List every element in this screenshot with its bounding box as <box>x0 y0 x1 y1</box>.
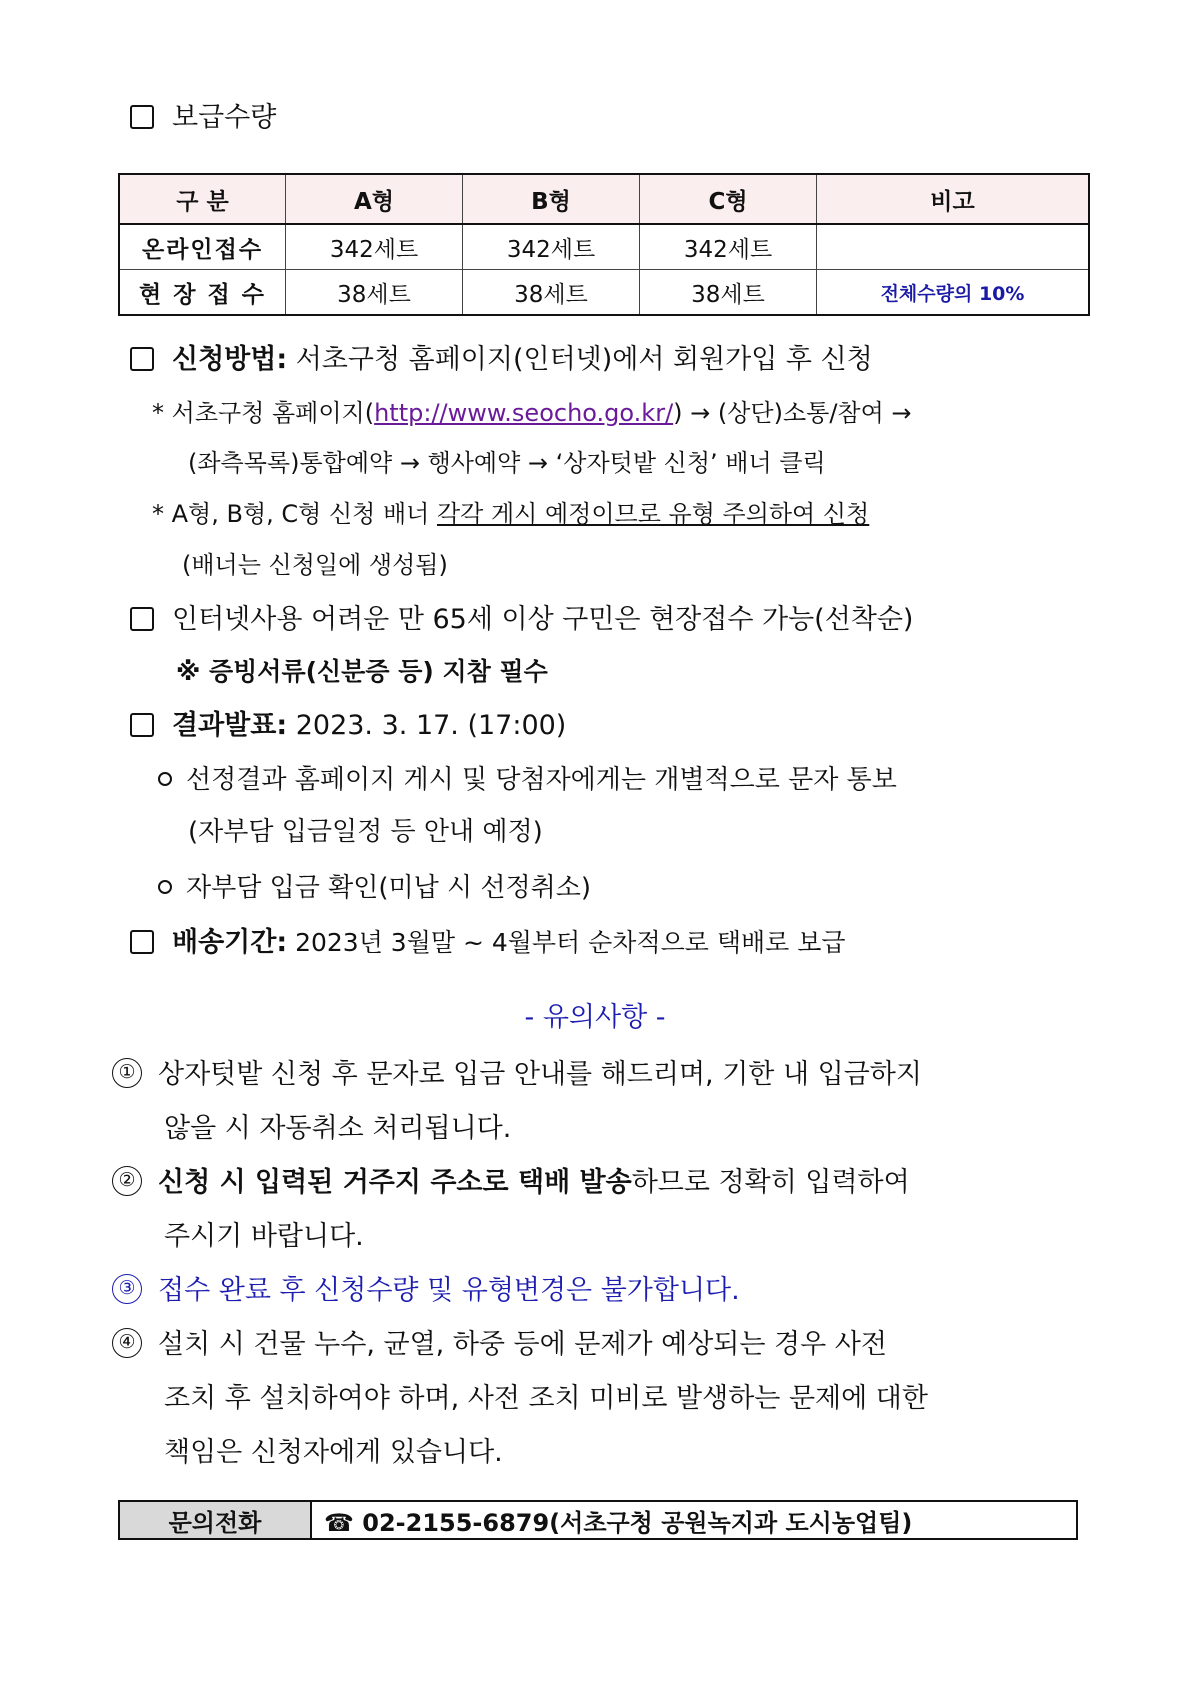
contact-box <box>118 1500 1078 1540</box>
table-cell: 38세트 <box>463 270 640 316</box>
delivery-label: 배송기간: <box>172 927 288 958</box>
table-cell: 342세트 <box>640 224 817 270</box>
table-header-row <box>119 174 1089 224</box>
apply-note-1-line2: (좌측목록)통합예약 → 행사예약 → ‘상자텃밭 신청’ 배너 클릭 <box>188 449 826 477</box>
onsite-text: 인터넷사용 어려운 만 65세 이상 구민은 현장접수 가능(선착순) <box>172 604 914 635</box>
caution-4-line1: 설치 시 건물 누수, 균열, 하중 등에 문제가 예상되는 경우 사전 <box>158 1329 887 1360</box>
table-row <box>119 224 1089 270</box>
result-line <box>130 708 566 744</box>
apply-note-1 <box>152 396 912 430</box>
apply-note-2-line2: (배너는 신청일에 생성됨) <box>182 551 448 579</box>
caution-item-4 <box>112 1318 1082 1372</box>
onsite-line <box>130 602 913 638</box>
contact-label: 문의전화 <box>120 1502 312 1538</box>
table-cell <box>817 224 1090 270</box>
contact-phone: ☎ 02-2155-6879(서초구청 공원녹지과 도시농업팀) <box>324 1508 913 1537</box>
caution-2-bold: 신청 시 입력된 거주지 주소로 택배 발송 <box>158 1167 632 1198</box>
caution-number: ① <box>112 1058 142 1088</box>
table-cell: 38세트 <box>640 270 817 316</box>
caution-4-line2: 조치 후 설치하여야 하며, 사전 조치 미비로 발생하는 문제에 대한 <box>164 1383 928 1414</box>
caution-2-rest: 하므로 정확히 입력하여 <box>631 1167 910 1198</box>
result-text: 2023. 3. 17. (17:00) <box>287 710 567 741</box>
apply-note-2 <box>152 497 869 531</box>
caution-number: ③ <box>112 1274 142 1304</box>
result-item-2-text: 자부담 입금 확인(미납 시 선정취소) <box>186 873 591 903</box>
caution-list <box>112 1048 1082 1480</box>
apply-text: 서초구청 홈페이지(인터넷)에서 회원가입 후 신청 <box>287 344 873 375</box>
table-header: C형 <box>640 174 817 224</box>
table-row-label: 현 장 접 수 <box>119 270 286 316</box>
caution-4-line3: 책임은 신청자에게 있습니다. <box>164 1437 503 1468</box>
caution-number: ④ <box>112 1328 142 1358</box>
apply-label: 신청방법: <box>172 344 288 375</box>
apply-method-line <box>130 342 873 378</box>
table-cell-note: 전체수량의 10% <box>817 270 1090 316</box>
seocho-homepage-link[interactable]: http://www.seocho.go.kr/ <box>374 399 674 427</box>
caution-1-line1: 상자텃밭 신청 후 문자로 입금 안내를 해드리며, 기한 내 입금하지 <box>158 1059 922 1090</box>
apply-note-2-underline: 각각 게시 예정이므로 유형 주의하여 신청 <box>436 500 870 528</box>
caution-item-2 <box>112 1156 1082 1210</box>
checkbox-icon <box>130 105 154 129</box>
table-header: A형 <box>286 174 463 224</box>
result-label: 결과발표: <box>172 710 288 741</box>
checkbox-icon <box>130 713 154 737</box>
result-item-2 <box>158 871 591 905</box>
table-cell: 342세트 <box>286 224 463 270</box>
table-header: B형 <box>463 174 640 224</box>
supply-table <box>118 173 1090 316</box>
result-item-1-line2: (자부담 입금일정 등 안내 예정) <box>188 817 543 847</box>
apply-note-2-prefix: * A형, B형, C형 신청 배너 <box>152 500 437 528</box>
result-item-1 <box>158 763 897 797</box>
table-header: 비고 <box>817 174 1090 224</box>
caution-item-1 <box>112 1048 1082 1102</box>
table-row-label: 온라인접수 <box>119 224 286 270</box>
checkbox-icon <box>130 930 154 954</box>
bullet-circle-icon <box>158 772 172 786</box>
delivery-line <box>130 925 846 961</box>
table-row <box>119 270 1089 316</box>
caution-1-line2: 않을 시 자동취소 처리됩니다. <box>164 1113 512 1144</box>
table-header: 구 분 <box>119 174 286 224</box>
table-cell: 342세트 <box>463 224 640 270</box>
onsite-note: ※ 증빙서류(신분증 등) 지참 필수 <box>176 657 548 686</box>
table-cell: 38세트 <box>286 270 463 316</box>
supply-heading: 보급수량 <box>172 102 277 133</box>
delivery-text: 2023년 3월말 ~ 4월부터 순차적으로 택배로 보급 <box>287 928 846 957</box>
caution-number: ② <box>112 1166 142 1196</box>
caution-item-3 <box>112 1264 1082 1318</box>
checkbox-icon <box>130 607 154 631</box>
apply-note-1-suffix: ) → (상단)소통/참여 → <box>673 399 912 427</box>
bullet-circle-icon <box>158 880 172 894</box>
result-item-1-text: 선정결과 홈페이지 게시 및 당첨자에게는 개별적으로 문자 통보 <box>186 765 897 795</box>
apply-note-1-prefix: * 서초구청 홈페이지( <box>152 399 375 427</box>
caution-2-line2: 주시기 바랍니다. <box>164 1221 364 1252</box>
caution-3-line1: 접수 완료 후 신청수량 및 유형변경은 불가합니다. <box>158 1275 740 1306</box>
caution-title: - 유의사항 - <box>524 1002 666 1033</box>
supply-heading-line <box>130 100 276 136</box>
checkbox-icon <box>130 347 154 371</box>
